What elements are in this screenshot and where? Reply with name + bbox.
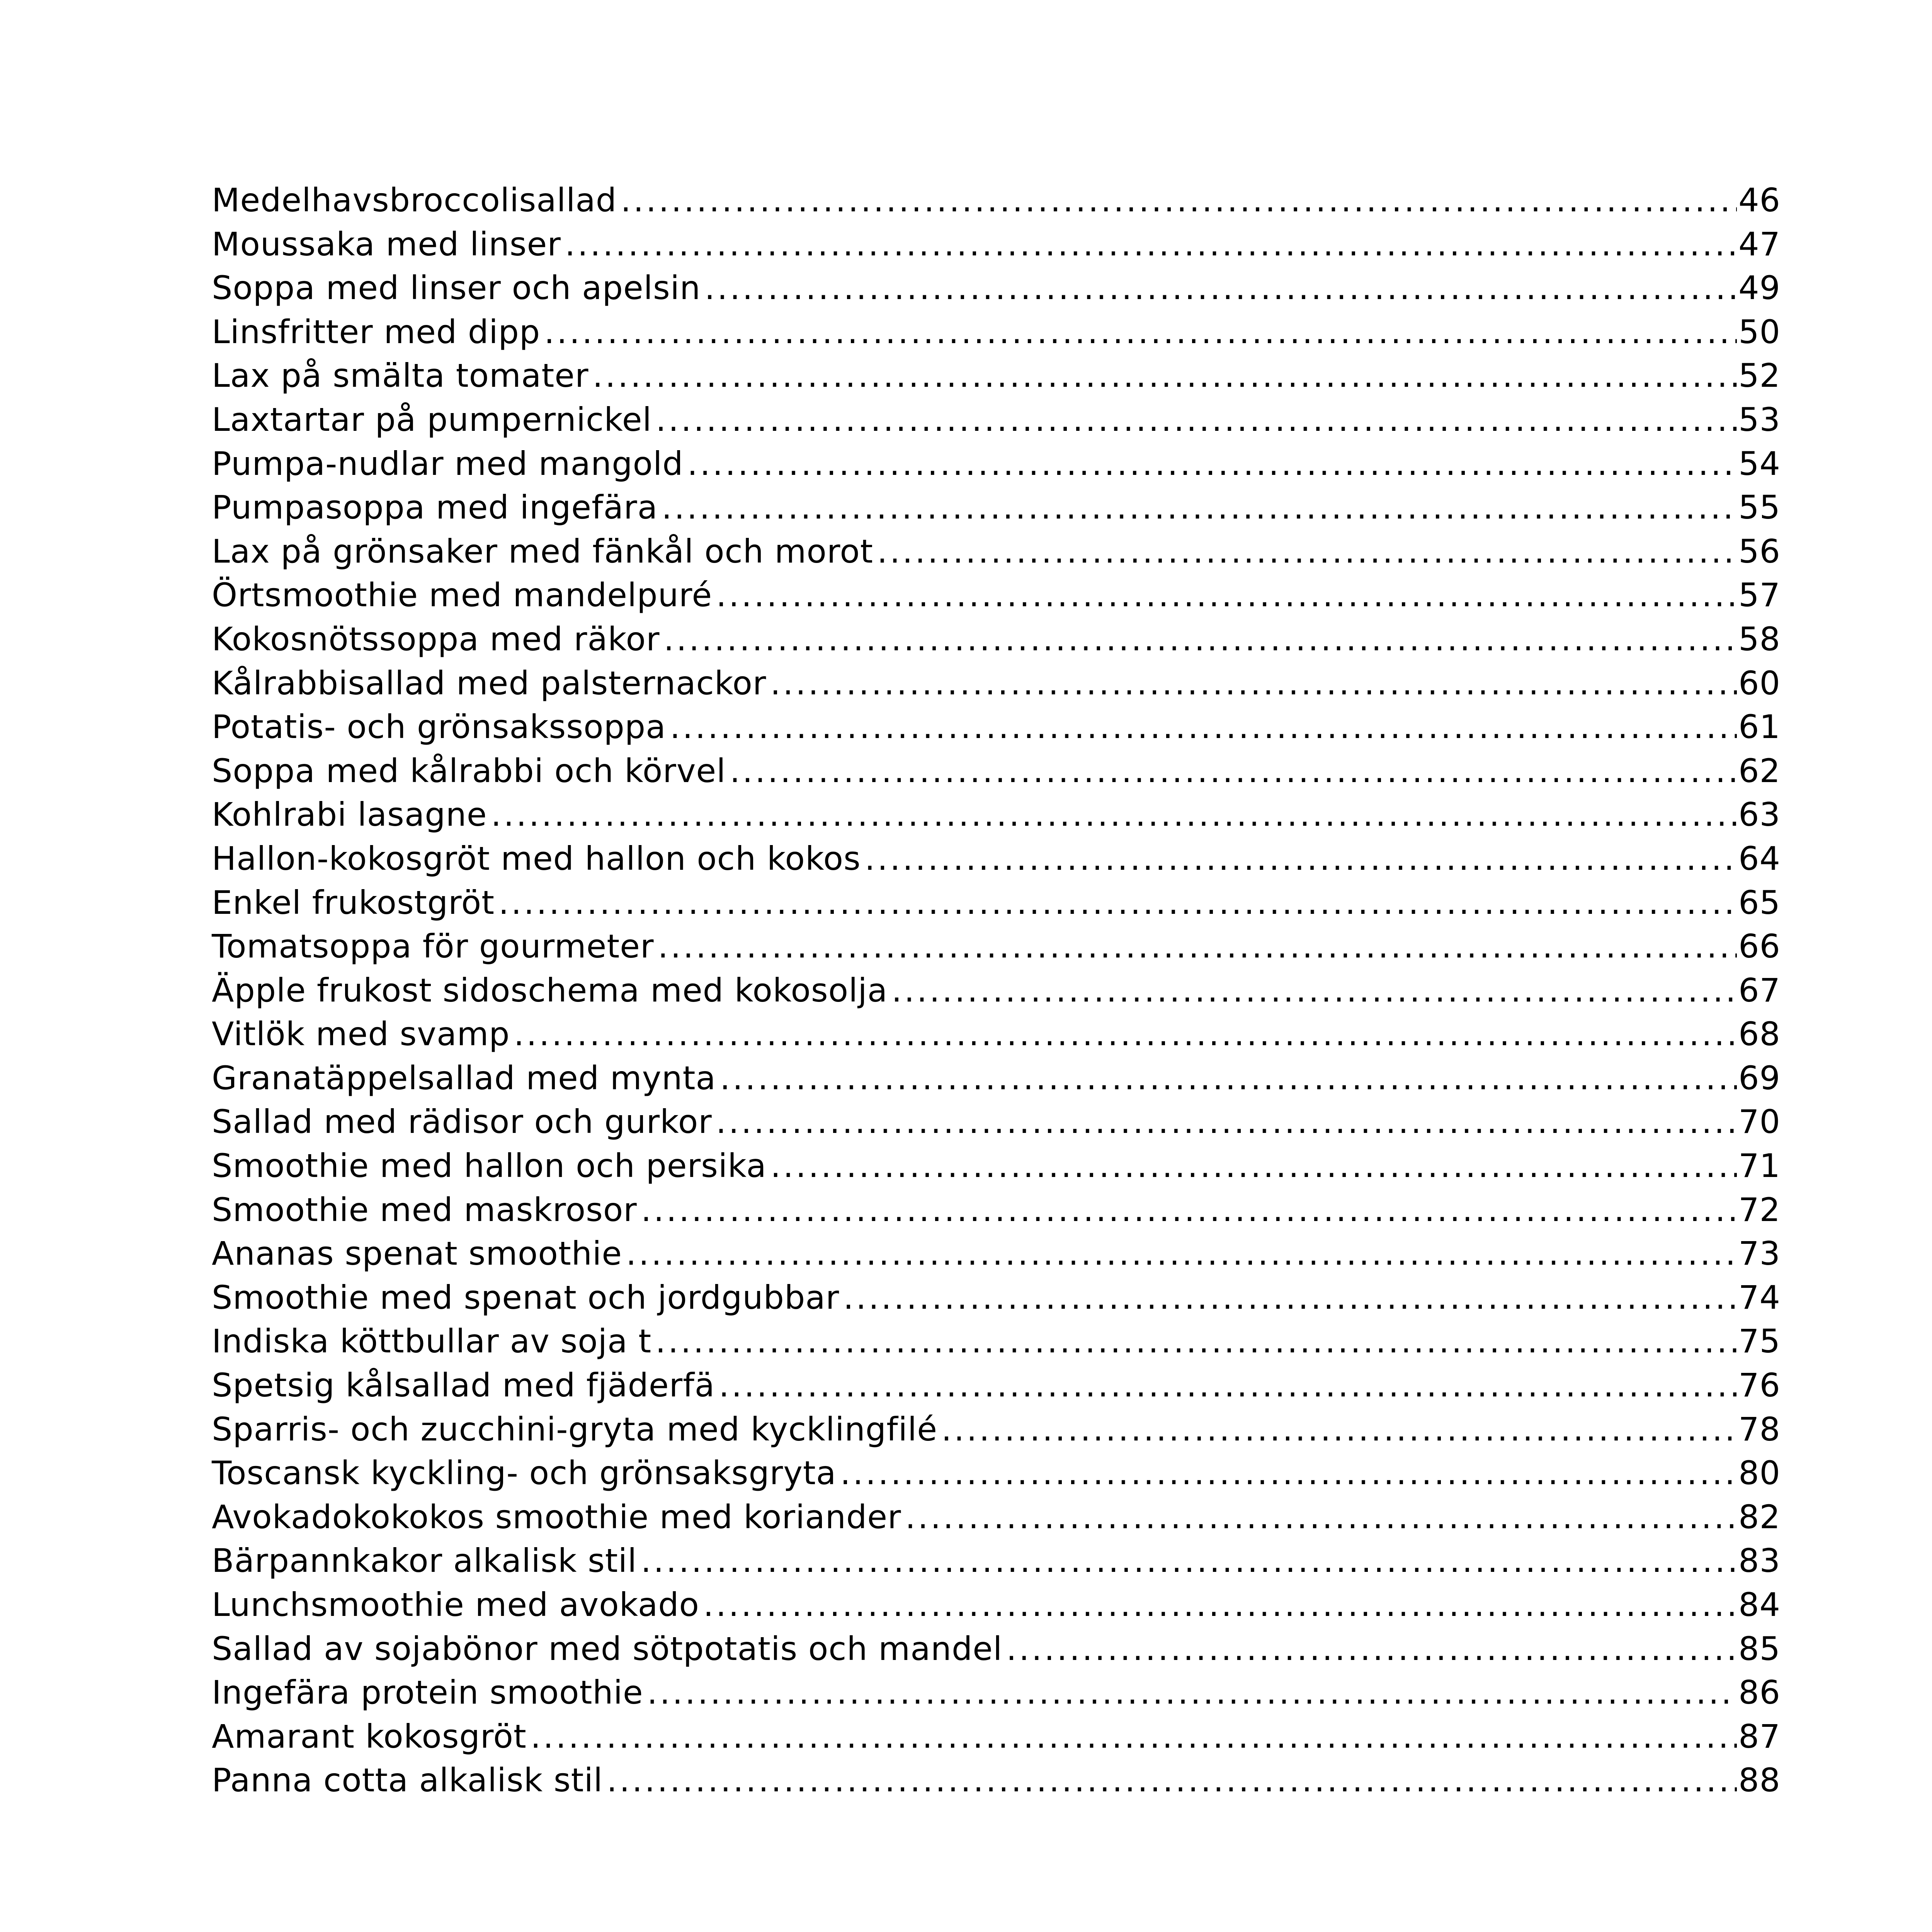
toc-entry-page-number: 46 <box>1738 181 1781 219</box>
toc-dot-leader <box>905 1495 1737 1539</box>
toc-entry[interactable] <box>212 1627 1781 1671</box>
toc-entry[interactable] <box>212 486 1781 530</box>
toc-entry[interactable] <box>212 1100 1781 1144</box>
toc-entry[interactable] <box>212 1144 1781 1188</box>
toc-entry-title: Lax på smälta tomater <box>212 357 589 395</box>
toc-entry-title: Kålrabbisallad med palsternackor <box>212 664 767 702</box>
toc-entry-page-number: 84 <box>1738 1586 1781 1624</box>
toc-entry[interactable] <box>212 1451 1781 1495</box>
toc-entry-page-number: 70 <box>1738 1103 1781 1141</box>
toc-entry-page-number: 83 <box>1738 1542 1781 1580</box>
toc-entry-title: Linsfritter med dipp <box>212 313 541 351</box>
toc-entry-page-number: 76 <box>1738 1366 1781 1405</box>
toc-entry-page-number: 71 <box>1738 1147 1781 1185</box>
toc-entry[interactable] <box>212 749 1781 793</box>
toc-dot-leader <box>655 1320 1737 1364</box>
toc-entry-page-number: 61 <box>1738 708 1781 746</box>
toc-entry-page-number: 53 <box>1738 400 1781 439</box>
toc-entry-title: Vitlök med svamp <box>212 1015 510 1053</box>
toc-entry-title: Toscansk kyckling- och grönsaksgryta <box>212 1454 837 1492</box>
toc-dot-leader <box>704 266 1737 310</box>
toc-dot-leader <box>514 1012 1737 1056</box>
toc-entry[interactable] <box>212 1715 1781 1759</box>
toc-entry-title: Pumpasoppa med ingefära <box>212 488 658 527</box>
toc-entry-title: Granatäppelsallad med mynta <box>212 1059 716 1097</box>
toc-dot-leader <box>607 1759 1737 1803</box>
toc-entry[interactable] <box>212 1671 1781 1715</box>
toc-entry[interactable] <box>212 1408 1781 1452</box>
toc-dot-leader <box>719 1364 1737 1408</box>
toc-entry-title: Bärpannkakor alkalisk stil <box>212 1542 637 1580</box>
toc-dot-leader <box>544 310 1737 354</box>
toc-entry-title: Enkel frukostgröt <box>212 883 495 922</box>
toc-entry[interactable] <box>212 662 1781 706</box>
toc-entry-title: Laxtartar på pumpernickel <box>212 400 652 439</box>
toc-entry-page-number: 50 <box>1738 313 1781 351</box>
toc-entry[interactable] <box>212 1539 1781 1583</box>
toc-dot-leader <box>687 442 1737 486</box>
toc-entry-page-number: 88 <box>1738 1761 1781 1799</box>
toc-entry[interactable] <box>212 573 1781 617</box>
toc-entry-title: Potatis- och grönsakssoppa <box>212 708 666 746</box>
toc-entry-page-number: 55 <box>1738 488 1781 527</box>
toc-entry-title: Tomatsoppa för gourmeter <box>212 927 654 966</box>
toc-entry-page-number: 78 <box>1738 1410 1781 1448</box>
toc-entry-page-number: 58 <box>1738 620 1781 658</box>
toc-entry[interactable] <box>212 925 1781 969</box>
toc-entry-page-number: 62 <box>1738 752 1781 790</box>
toc-entry[interactable] <box>212 1232 1781 1276</box>
toc-entry[interactable] <box>212 530 1781 574</box>
toc-entry-page-number: 54 <box>1738 444 1781 483</box>
toc-entry-page-number: 49 <box>1738 269 1781 307</box>
toc-entry[interactable] <box>212 1759 1781 1803</box>
toc-entry-title: Ananas spenat smoothie <box>212 1235 622 1273</box>
toc-entry-title: Amarant kokosgröt <box>212 1717 527 1755</box>
toc-entry[interactable] <box>212 1364 1781 1408</box>
toc-entry-page-number: 74 <box>1738 1278 1781 1316</box>
toc-entry-title: Soppa med linser och apelsin <box>212 269 701 307</box>
toc-entry-title: Smoothie med spenat och jordgubbar <box>212 1278 840 1316</box>
toc-dot-leader <box>670 705 1737 749</box>
toc-dot-leader <box>843 1276 1737 1320</box>
toc-entry[interactable] <box>212 1188 1781 1232</box>
toc-entry[interactable] <box>212 1495 1781 1539</box>
toc-dot-leader <box>716 573 1737 617</box>
toc-entry-page-number: 72 <box>1738 1190 1781 1229</box>
toc-entry-page-number: 52 <box>1738 357 1781 395</box>
toc-entry[interactable] <box>212 223 1781 267</box>
toc-entry[interactable] <box>212 1583 1781 1627</box>
toc-entry[interactable] <box>212 617 1781 662</box>
toc-entry-page-number: 82 <box>1738 1498 1781 1536</box>
toc-entry-title: Panna cotta alkalisk stil <box>212 1761 603 1799</box>
toc-entry-title: Sallad med rädisor och gurkor <box>212 1103 712 1141</box>
toc-entry-page-number: 64 <box>1738 839 1781 878</box>
toc-entry-page-number: 60 <box>1738 664 1781 702</box>
toc-dot-leader <box>658 925 1737 969</box>
toc-entry-title: Kokosnötssoppa med räkor <box>212 620 660 658</box>
toc-dot-leader <box>531 1715 1737 1759</box>
toc-entry[interactable] <box>212 1320 1781 1364</box>
toc-entry[interactable] <box>212 705 1781 749</box>
toc-entry-page-number: 75 <box>1738 1322 1781 1361</box>
toc-entry-title: Indiska köttbullar av soja t <box>212 1322 652 1361</box>
toc-dot-leader <box>641 1188 1737 1232</box>
toc-entry-title: Äpple frukost sidoschema med kokosolja <box>212 971 888 1009</box>
toc-dot-leader <box>662 486 1737 530</box>
toc-entry[interactable] <box>212 1056 1781 1100</box>
toc-dot-leader <box>1006 1627 1737 1671</box>
toc-entry[interactable] <box>212 354 1781 398</box>
toc-dot-leader <box>941 1408 1737 1452</box>
toc-dot-leader <box>641 1539 1737 1583</box>
toc-entry-title: Kohlrabi lasagne <box>212 796 487 834</box>
toc-entry-title: Medelhavsbroccolisallad <box>212 181 617 219</box>
toc-dot-leader <box>891 969 1737 1013</box>
toc-entry-title: Pumpa-nudlar med mangold <box>212 444 684 483</box>
toc-entry-title: Hallon-kokosgröt med hallon och kokos <box>212 839 861 878</box>
toc-entry[interactable] <box>212 1012 1781 1056</box>
toc-dot-leader <box>730 749 1737 793</box>
toc-entry-title: Soppa med kålrabbi och körvel <box>212 752 726 790</box>
toc-entry[interactable] <box>212 442 1781 486</box>
toc-entry-title: Lunchsmoothie med avokado <box>212 1586 699 1624</box>
toc-entry[interactable] <box>212 969 1781 1013</box>
toc-entry-page-number: 63 <box>1738 796 1781 834</box>
toc-entry-title: Örtsmoothie med mandelpuré <box>212 576 713 614</box>
toc-entry[interactable] <box>212 881 1781 925</box>
toc-entry-page-number: 80 <box>1738 1454 1781 1492</box>
toc-entry-page-number: 66 <box>1738 927 1781 966</box>
toc-entry-title: Smoothie med maskrosor <box>212 1190 637 1229</box>
toc-entry[interactable] <box>212 837 1781 881</box>
toc-entry-page-number: 47 <box>1738 225 1781 263</box>
toc-entry[interactable] <box>212 266 1781 310</box>
toc-dot-leader <box>592 354 1737 398</box>
toc-entry-title: Avokadokokokos smoothie med koriander <box>212 1498 901 1536</box>
toc-entry[interactable] <box>212 398 1781 442</box>
toc-dot-leader <box>720 1056 1737 1100</box>
toc-entry-page-number: 73 <box>1738 1235 1781 1273</box>
toc-dot-leader <box>865 837 1737 881</box>
toc-dot-leader <box>656 398 1737 442</box>
toc-entry-title: Ingefära protein smoothie <box>212 1673 643 1712</box>
toc-entry-page-number: 87 <box>1738 1717 1781 1755</box>
toc-entry-title: Smoothie med hallon och persika <box>212 1147 767 1185</box>
toc-dot-leader <box>565 223 1737 267</box>
toc-entry-title: Spetsig kålsallad med fjäderfä <box>212 1366 715 1405</box>
toc-dot-leader <box>491 793 1737 837</box>
toc-dot-leader <box>770 662 1737 706</box>
toc-entry-title: Sallad av sojabönor med sötpotatis och mandel <box>212 1629 1003 1668</box>
toc-entry-title: Sparris- och zucchini-gryta med kycklingfilé <box>212 1410 938 1448</box>
toc-entry-page-number: 56 <box>1738 532 1781 570</box>
toc-entry-page-number: 86 <box>1738 1673 1781 1712</box>
toc-entry-title: Lax på grönsaker med fänkål och morot <box>212 532 873 570</box>
table-of-contents <box>212 179 1781 1803</box>
toc-entry-page-number: 68 <box>1738 1015 1781 1053</box>
toc-dot-leader <box>703 1583 1737 1627</box>
toc-entry[interactable] <box>212 179 1781 223</box>
toc-dot-leader <box>716 1100 1737 1144</box>
toc-dot-leader <box>621 179 1737 223</box>
toc-entry[interactable] <box>212 1276 1781 1320</box>
toc-entry-page-number: 65 <box>1738 883 1781 922</box>
toc-entry[interactable] <box>212 793 1781 837</box>
toc-dot-leader <box>626 1232 1737 1276</box>
toc-entry-title: Moussaka med linser <box>212 225 561 263</box>
toc-entry-page-number: 85 <box>1738 1629 1781 1668</box>
toc-dot-leader <box>664 617 1737 662</box>
toc-dot-leader <box>647 1671 1737 1715</box>
toc-entry-page-number: 57 <box>1738 576 1781 614</box>
toc-dot-leader <box>498 881 1737 925</box>
toc-dot-leader <box>770 1144 1737 1188</box>
toc-entry-page-number: 69 <box>1738 1059 1781 1097</box>
toc-entry[interactable] <box>212 310 1781 354</box>
toc-entry-page-number: 67 <box>1738 971 1781 1009</box>
toc-dot-leader <box>840 1451 1737 1495</box>
toc-dot-leader <box>877 530 1737 574</box>
